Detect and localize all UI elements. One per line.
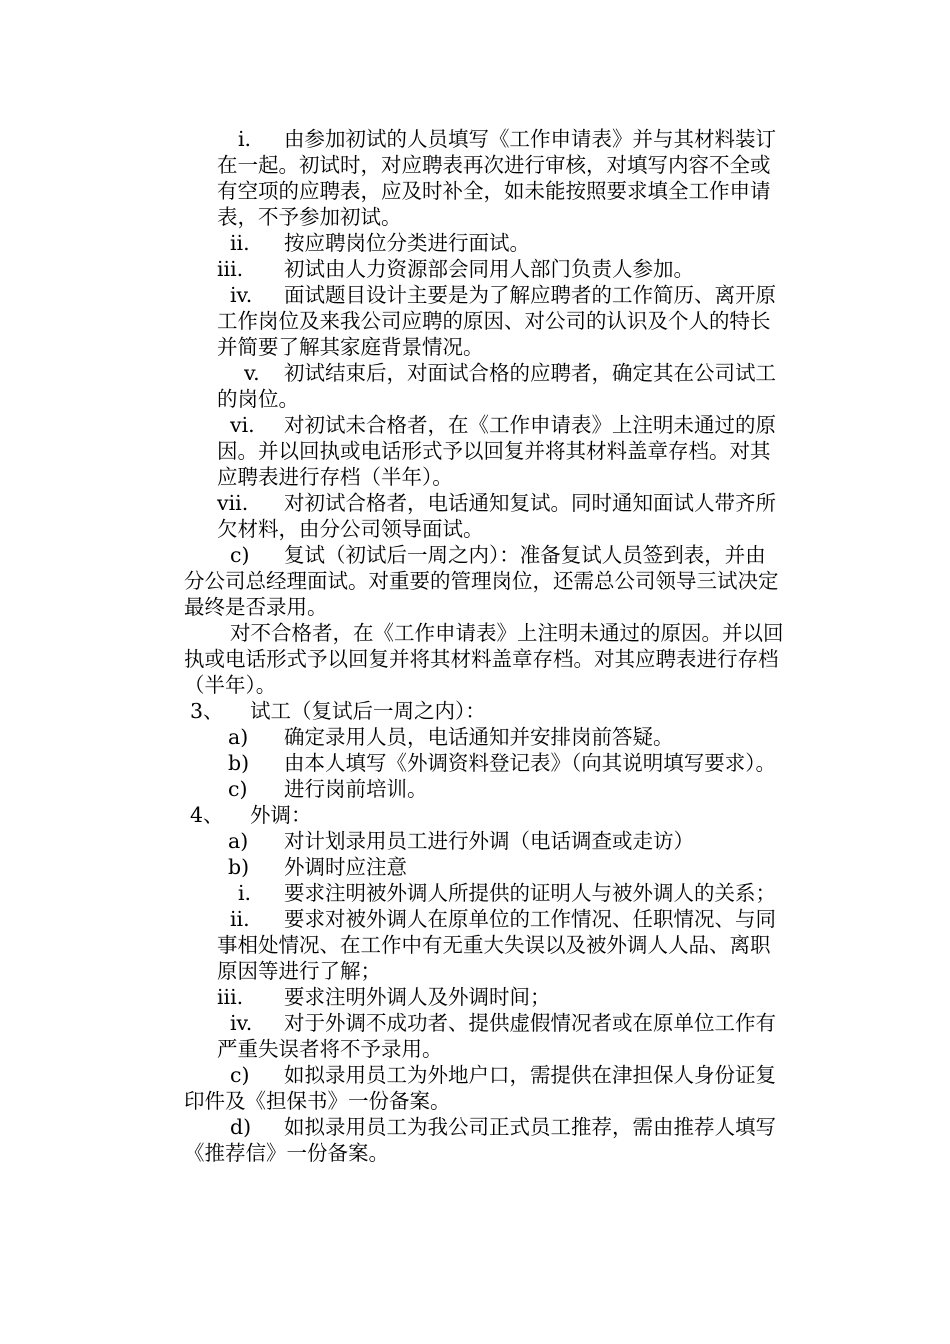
list-marker: iv. [230,1011,253,1035]
text-line: 最终是否录用。 [184,595,328,619]
list-marker: a) [228,829,249,853]
list-marker: 3、 [190,699,224,723]
text-line: 有空项的应聘表，应及时补全，如未能按照要求填全工作申请 [217,179,771,203]
text-line: 分公司总经理面试。对重要的管理岗位，还需总公司领导三试决定 [184,569,779,593]
text-line: 对于外调不成功者、提供虚假情况者或在原单位工作有 [284,1011,776,1035]
text-line: 确定录用人员，电话通知并安排岗前答疑。 [284,725,674,749]
text-line: 按应聘岗位分类进行面试。 [284,231,530,255]
list-marker: c) [230,1063,250,1087]
text-line: 在一起。初试时，对应聘表再次进行审核，对填写内容不全或 [217,153,771,177]
text-line: 应聘表进行存档（半年）。 [217,465,453,489]
text-line: 严重失误者将不予录用。 [217,1037,443,1061]
text-line: 表，不予参加初试。 [217,205,402,229]
text-line: 初试结束后，对面试合格的应聘者，确定其在公司试工 [284,361,776,385]
list-marker: vi. [230,413,255,437]
list-marker: v. [244,361,260,385]
text-line: 印件及《担保书》一份备案。 [184,1089,451,1113]
list-marker: iii. [217,985,244,1009]
text-line: 外调时应注意 [284,855,407,879]
text-line: 面试题目设计主要是为了解应聘者的工作简历、离开原 [284,283,776,307]
text-line: （半年）。 [184,673,277,697]
text-line: 执或电话形式予以回复并将其材料盖章存档。对其应聘表进行存档 [184,647,779,671]
text-line: 如拟录用员工为外地户口，需提供在津担保人身份证复 [284,1063,776,1087]
text-line: 的岗位。 [217,387,299,411]
list-marker: c) [228,777,248,801]
list-marker: iv. [230,283,253,307]
list-marker: b) [228,751,250,775]
list-marker: d) [230,1115,252,1139]
list-marker: vii. [217,491,249,515]
list-marker: c) [230,543,250,567]
text-line: 对初试合格者，电话通知复试。同时通知面试人带齐所 [284,491,776,515]
text-line: 欠材料，由分公司领导面试。 [217,517,484,541]
text-line: 工作岗位及来我公司应聘的原因、对公司的认识及个人的特长 [217,309,771,333]
text-line: 外调： [250,803,312,827]
text-line: 对初试未合格者，在《工作申请表》上注明未通过的原 [284,413,776,437]
text-line: 对计划录用员工进行外调（电话调查或走访） [284,829,694,853]
text-line: 由本人填写《外调资料登记表》（向其说明填写要求）。 [284,751,776,775]
list-marker: iii. [217,257,244,281]
list-marker: a) [228,725,249,749]
text-line: 初试由人力资源部会同用人部门负责人参加。 [284,257,694,281]
text-line: 对不合格者，在《工作申请表》上注明未通过的原因。并以回 [230,621,784,645]
text-line: 复试（初试后一周之内）：准备复试人员签到表，并由 [284,543,766,567]
text-line: 要求对被外调人在原单位的工作情况、任职情况、与同 [284,907,776,931]
text-line: 要求注明外调人及外调时间； [284,985,551,1009]
list-marker: i. [238,881,252,905]
text-line: 并简要了解其家庭背景情况。 [217,335,484,359]
text-line: 试工（复试后一周之内）： [250,699,486,723]
list-marker: 4、 [190,803,224,827]
text-line: 事相处情况、在工作中有无重大失误以及被外调人人品、离职 [217,933,771,957]
list-marker: ii. [230,231,250,255]
list-marker: b) [228,855,250,879]
text-line: 由参加初试的人员填写《工作申请表》并与其材料装订 [284,127,776,151]
list-marker: i. [238,127,252,151]
text-line: 如拟录用员工为我公司正式员工推荐，需由推荐人填写 [284,1115,776,1139]
text-line: 进行岗前培训。 [284,777,428,801]
text-line: 要求注明被外调人所提供的证明人与被外调人的关系； [284,881,776,905]
text-line: 原因等进行了解； [217,959,381,983]
list-marker: ii. [230,907,250,931]
text-line: 《推荐信》一份备案。 [184,1141,389,1165]
text-line: 因。并以回执或电话形式予以回复并将其材料盖章存档。对其 [217,439,771,463]
